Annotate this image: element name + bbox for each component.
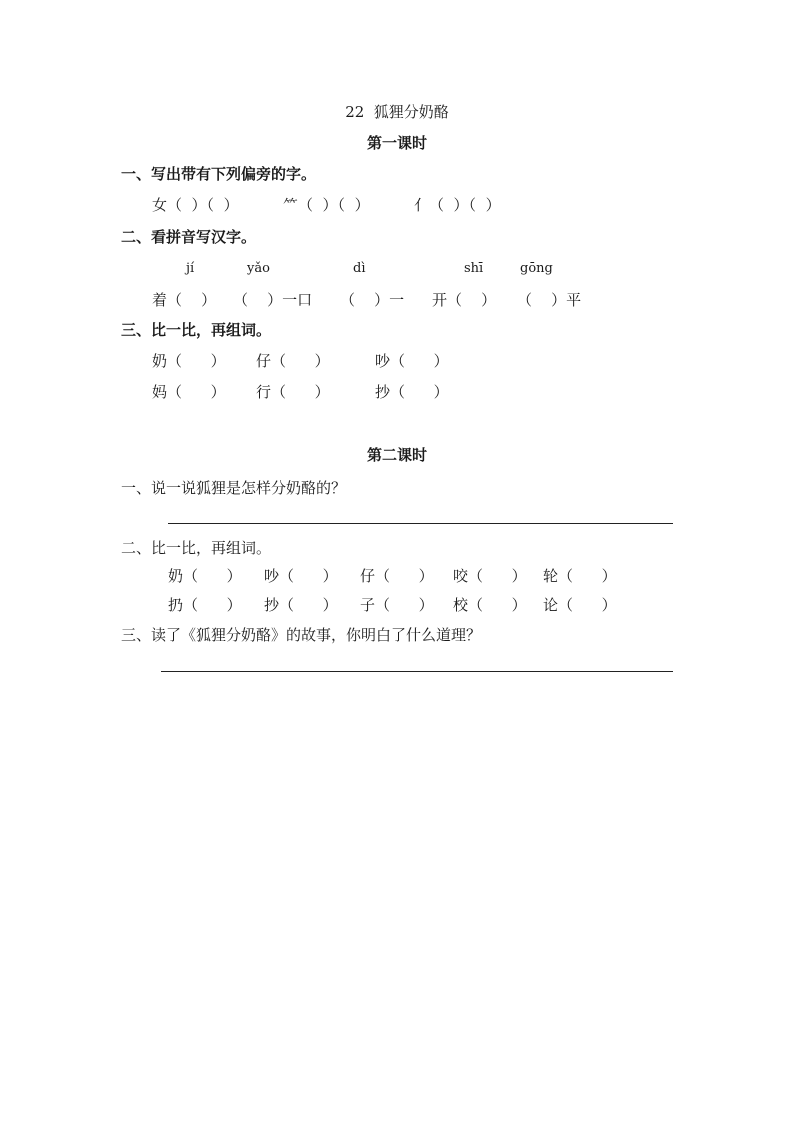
lesson1-q2-prompt: 二、看拼音写汉字。: [121, 228, 257, 246]
radical-item-3: 亻（ ）（ ）: [414, 196, 501, 214]
compare-word-13: 抄（ ）: [264, 596, 338, 614]
pinyin-phrase-3: （ ）一: [340, 291, 405, 309]
compare-word-6: 抄（ ）: [375, 383, 449, 401]
compare-word-11: 轮（ ）: [543, 567, 617, 585]
compare-word-12: 扔（ ）: [168, 596, 242, 614]
compare-word-14: 子（ ）: [360, 596, 434, 614]
lesson1-heading: 第一课时: [366, 134, 427, 152]
pinyin-3: dì: [353, 261, 366, 276]
pinyin-phrase-5: （ ）平: [517, 291, 582, 309]
lesson2-q3-prompt: 三、读了《狐狸分奶酪》的故事，你明白了什么道理？: [121, 626, 482, 644]
pinyin-2: yǎo: [247, 261, 270, 276]
compare-word-7: 奶（ ）: [168, 567, 242, 585]
compare-word-5: 行（ ）: [256, 383, 330, 401]
lesson2-q2-prompt: 二、比一比，再组词。: [121, 539, 272, 557]
compare-word-16: 论（ ）: [543, 596, 617, 614]
radical-item-2: ⺮（ ）（ ）: [283, 196, 370, 214]
pinyin-4: shī: [464, 261, 484, 276]
compare-word-4: 妈（ ）: [152, 383, 226, 401]
page-title: 22 狐狸分奶酪: [345, 103, 449, 121]
compare-word-8: 吵（ ）: [264, 567, 338, 585]
lesson2-heading: 第二课时: [366, 446, 427, 464]
pinyin-phrase-1: 着（ ）: [152, 291, 217, 309]
lesson1-q1-prompt: 一、写出带有下列偏旁的字。: [121, 165, 317, 183]
compare-word-9: 仔（ ）: [360, 567, 434, 585]
compare-word-2: 仔（ ）: [256, 352, 330, 370]
answer-line[interactable]: [168, 523, 673, 524]
pinyin-phrase-2: （ ）一口: [233, 291, 313, 309]
compare-word-1: 奶（ ）: [152, 352, 226, 370]
pinyin-1: jí: [186, 261, 195, 276]
compare-word-3: 吵（ ）: [375, 352, 449, 370]
radical-item-1: 女（ ）（ ）: [152, 196, 239, 214]
compare-word-15: 校（ ）: [453, 596, 527, 614]
lesson2-q1-prompt: 一、说一说狐狸是怎样分奶酪的？: [121, 479, 347, 497]
compare-word-10: 咬（ ）: [453, 567, 527, 585]
pinyin-phrase-4: 开（ ）: [432, 291, 497, 309]
lesson1-q3-prompt: 三、比一比，再组词。: [121, 321, 272, 339]
pinyin-5: gōng: [520, 261, 553, 276]
answer-line[interactable]: [161, 671, 673, 672]
